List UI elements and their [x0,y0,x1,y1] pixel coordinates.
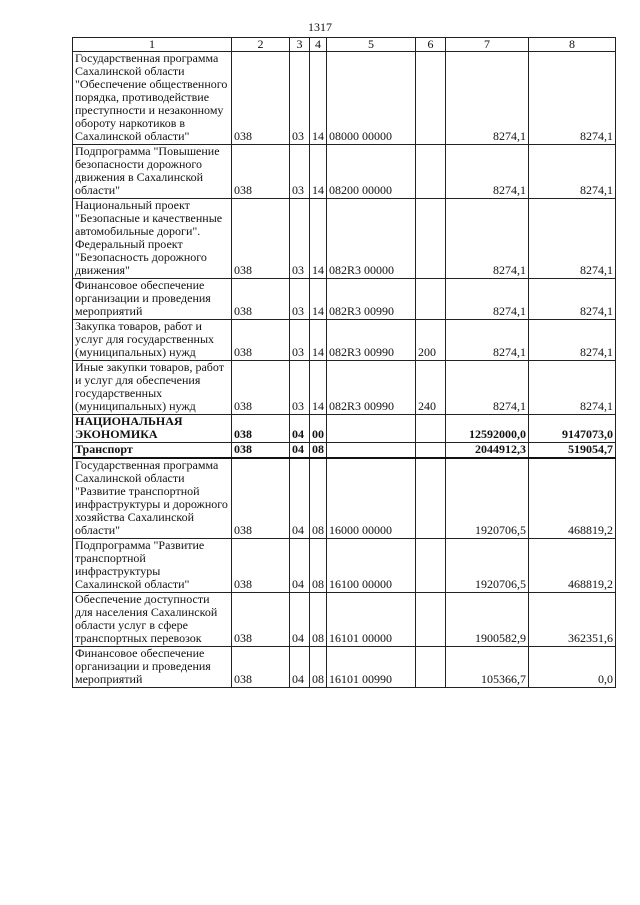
amount-col-8: 8274,1 [529,279,616,320]
row-name: Транспорт [73,443,232,459]
amount-col-8: 468819,2 [529,458,616,539]
subsection-code: 08 [310,443,327,459]
table-row [73,199,616,279]
amount-col-8: 362351,6 [529,593,616,647]
amount-col-8: 8274,1 [529,361,616,415]
page-number: 1317 [308,20,332,34]
expense-type-code [416,593,446,647]
row-name: Подпрограмма "Развитие транспортной инфраструктуры Сахалинской области" [73,539,232,593]
expense-type-code [416,539,446,593]
table-row [73,539,616,593]
subsection-code: 14 [310,320,327,361]
section-code: 03 [290,361,310,415]
column-header-4: 4 [310,38,327,52]
subsection-code: 08 [310,458,327,539]
subsection-code: 14 [310,361,327,415]
table-row [73,361,616,415]
target-item-code: 16000 00000 [327,458,416,539]
row-name: Государственная программа Сахалинской области "Развитие транспортной инфраструктуры и дорожного хозяйства Сахалинской области" [73,458,232,539]
amount-col-8: 468819,2 [529,539,616,593]
ministry-code: 038 [232,361,290,415]
section-code: 04 [290,539,310,593]
amount-col-8: 8274,1 [529,320,616,361]
expense-type-code [416,52,446,145]
amount-col-7: 8274,1 [446,52,529,145]
expense-type-code: 240 [416,361,446,415]
row-name: Иные закупки товаров, работ и услуг для обеспечения государственных (муниципальных) нужд [73,361,232,415]
table-row [73,320,616,361]
ministry-code: 038 [232,443,290,459]
target-item-code [327,443,416,459]
expense-type-code [416,145,446,199]
ministry-code: 038 [232,145,290,199]
amount-col-8: 9147073,0 [529,415,616,443]
subsection-code: 14 [310,199,327,279]
row-name: Закупка товаров, работ и услуг для государственных (муниципальных) нужд [73,320,232,361]
table-row [73,415,616,443]
expense-type-code: 200 [416,320,446,361]
amount-col-8: 8274,1 [529,199,616,279]
section-code: 03 [290,320,310,361]
amount-col-8: 8274,1 [529,52,616,145]
amount-col-7: 1920706,5 [446,458,529,539]
expense-type-code [416,199,446,279]
section-code: 03 [290,199,310,279]
expense-type-code [416,443,446,459]
section-code: 04 [290,458,310,539]
expense-type-code [416,415,446,443]
column-header-8: 8 [529,38,616,52]
ministry-code: 038 [232,199,290,279]
section-code: 04 [290,593,310,647]
subsection-code: 14 [310,279,327,320]
ministry-code: 038 [232,539,290,593]
amount-col-8: 0,0 [529,647,616,688]
target-item-code: 082R3 00990 [327,279,416,320]
amount-col-7: 8274,1 [446,145,529,199]
row-name: Подпрограмма "Повышение безопасности дорожного движения в Сахалинской области" [73,145,232,199]
column-header-1: 1 [73,38,232,52]
ministry-code: 038 [232,52,290,145]
table-row [73,52,616,145]
target-item-code: 08200 00000 [327,145,416,199]
amount-col-7: 1900582,9 [446,593,529,647]
target-item-code: 16100 00000 [327,539,416,593]
subsection-code: 00 [310,415,327,443]
expense-type-code [416,647,446,688]
row-name: Финансовое обеспечение организации и проведения мероприятий [73,647,232,688]
amount-col-7: 12592000,0 [446,415,529,443]
target-item-code [327,415,416,443]
budget-table [72,37,616,688]
subsection-code: 08 [310,593,327,647]
ministry-code: 038 [232,593,290,647]
amount-col-7: 8274,1 [446,279,529,320]
column-header-5: 5 [327,38,416,52]
subsection-code: 08 [310,647,327,688]
ministry-code: 038 [232,458,290,539]
expense-type-code [416,279,446,320]
target-item-code: 16101 00990 [327,647,416,688]
ministry-code: 038 [232,647,290,688]
amount-col-7: 8274,1 [446,361,529,415]
target-item-code: 082R3 00000 [327,199,416,279]
amount-col-7: 2044912,3 [446,443,529,459]
ministry-code: 038 [232,279,290,320]
table-row [73,279,616,320]
table-row [73,145,616,199]
row-name: Обеспечение доступности для населения Сахалинской области услуг в сфере транспортных перевозок [73,593,232,647]
target-item-code: 082R3 00990 [327,320,416,361]
section-code: 03 [290,145,310,199]
row-name: Национальный проект "Безопасные и качественные автомобильные дороги". Федеральный проект "Безопасность дорожного движения" [73,199,232,279]
section-code: 04 [290,647,310,688]
section-code: 04 [290,415,310,443]
amount-col-7: 105366,7 [446,647,529,688]
section-code: 03 [290,279,310,320]
target-item-code: 16101 00000 [327,593,416,647]
ministry-code: 038 [232,415,290,443]
subsection-code: 14 [310,52,327,145]
row-name: Финансовое обеспечение организации и проведения мероприятий [73,279,232,320]
section-code: 03 [290,52,310,145]
column-header-2: 2 [232,38,290,52]
ministry-code: 038 [232,320,290,361]
row-name: НАЦИОНАЛЬНАЯ ЭКОНОМИКА [73,415,232,443]
table-row [73,458,616,539]
row-name: Государственная программа Сахалинской области "Обеспечение общественного порядка, противодействие преступности и незаконному обороту наркотиков в Сахалинской области" [73,52,232,145]
table-header-row [73,38,616,52]
subsection-code: 14 [310,145,327,199]
column-header-6: 6 [416,38,446,52]
column-header-7: 7 [446,38,529,52]
section-code: 04 [290,443,310,459]
target-item-code: 082R3 00990 [327,361,416,415]
amount-col-7: 8274,1 [446,199,529,279]
table-row [73,443,616,459]
amount-col-8: 8274,1 [529,145,616,199]
table-row [73,593,616,647]
amount-col-7: 8274,1 [446,320,529,361]
table-row [73,647,616,688]
expense-type-code [416,458,446,539]
target-item-code: 08000 00000 [327,52,416,145]
subsection-code: 08 [310,539,327,593]
amount-col-8: 519054,7 [529,443,616,459]
amount-col-7: 1920706,5 [446,539,529,593]
column-header-3: 3 [290,38,310,52]
